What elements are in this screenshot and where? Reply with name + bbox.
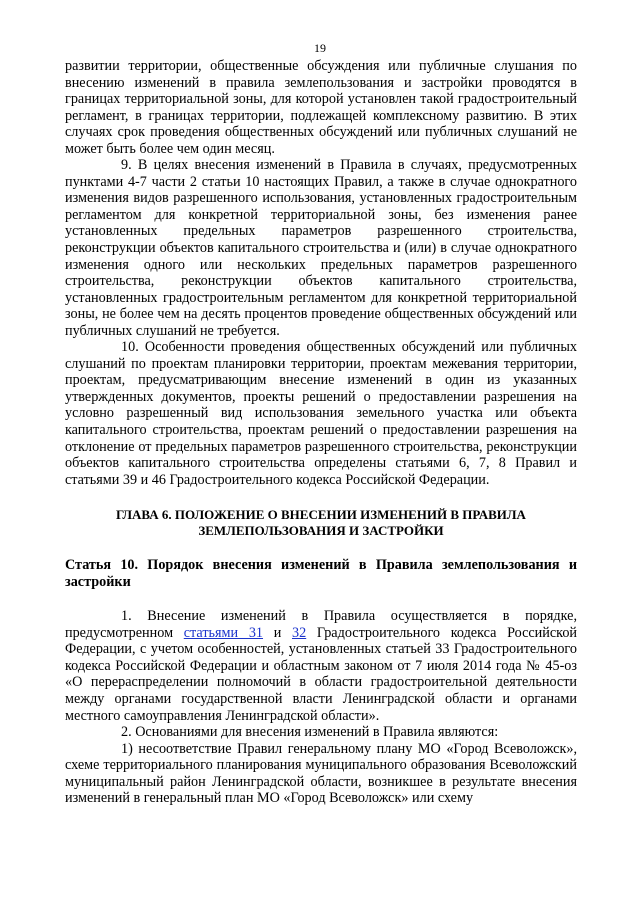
article-title: Статья 10. Порядок внесения изменений в Правила землепользования и застройки (65, 557, 577, 590)
paragraph-10: 10. Особенности проведения общественных обсуждений или публичных слушаний по проектам планировки территории, проектам межевания территории, проектам, предусматривающим внесение изменений в один из указанных утвержденных документов, проекты решений о предоставлении разрешения на условно разрешенный вид использования земельного участка или объекта капитального строительства, проектам решений о предоставлении разрешения на отклонение от предельных параметров разрешенного строительства, реконструкции объектов капитального строительства определены статьями 6, 7, 8 Правил и статьями 39 и 46 Градостроительного кодекса Российской Федерации. (65, 339, 577, 488)
article-paragraph-1 (65, 608, 577, 724)
page-number: 19 (314, 41, 326, 55)
paragraph-continuation: развитии территории, общественные обсуждения или публичные слушания по внесению изменений в правила землепользования и застройки проводятся в границах территориальной зоны, для которой установлен такой градостроительный регламент, в границах территории, подлежащей комплексному развитию. В этих случаях срок проведения общественных обсуждений или публичных слушаний не может быть более чем один месяц. (65, 58, 577, 157)
articles-31-link[interactable]: статьями 31 (183, 624, 264, 641)
article-paragraph-1-conjunction: и (263, 624, 293, 641)
chapter-heading-line-2: ЗЕМЛЕПОЛЬЗОВАНИЯ И ЗАСТРОЙКИ (198, 522, 444, 538)
chapter-heading-line-1: ГЛАВА 6. ПОЛОЖЕНИЕ О ВНЕСЕНИИ ИЗМЕНЕНИЙ В ПРАВИЛА (116, 507, 526, 523)
document-body (65, 58, 577, 807)
paragraph-9: 9. В целях внесения изменений в Правила в случаях, предусмотренных пунктами 4-7 части 2 статьи 10 настоящих Правил, а также в случае однократного изменения видов разрешенного использования, установленных градостроительным регламентом для конкретной территориальной зоны, без изменения ранее установленных предельных параметров разрешенного строительства, реконструкции объектов капитального строительства и (или) в случае однократного изменения одного или нескольких предельных параметров разрешенного строительства, реконструкции объектов капитального строительства, установленных градостроительным регламентом для конкретной территориальной зоны, не более чем на десять процентов проведение общественных обсуждений или публичных слушаний не требуется. (65, 157, 577, 339)
article-paragraph-2: 2. Основаниями для внесения изменений в Правила являются: (121, 724, 499, 741)
article-32-link[interactable]: 32 (292, 624, 307, 641)
article-paragraph-2-item-1: 1) несоответствие Правил генеральному плану МО «Город Всеволожск», схеме территориального планирования муниципального образования Всеволожский муниципальный район Ленинградской области, возникшее в результате внесения изменений в генеральный план МО «Город Всеволожск» или схему (65, 740, 577, 807)
article-paragraph-1-text-start: 1. Внесение изменений в Правила осуществляется в порядке, предусмотренном (65, 608, 577, 641)
chapter-heading (65, 507, 577, 538)
article-paragraph-1-text-end: Градостроительного кодекса Российской Федерации, с учетом особенностей, установленных статьей 33 Градостроительного кодекса Российской Федерации и областным законом от 7 июля 2014 года № 45-оз «О перераспределении полномочий в области градостроительной деятельности между органами государственной власти Ленинградской области и органами местного самоуправления Ленинградской области». (65, 624, 578, 724)
